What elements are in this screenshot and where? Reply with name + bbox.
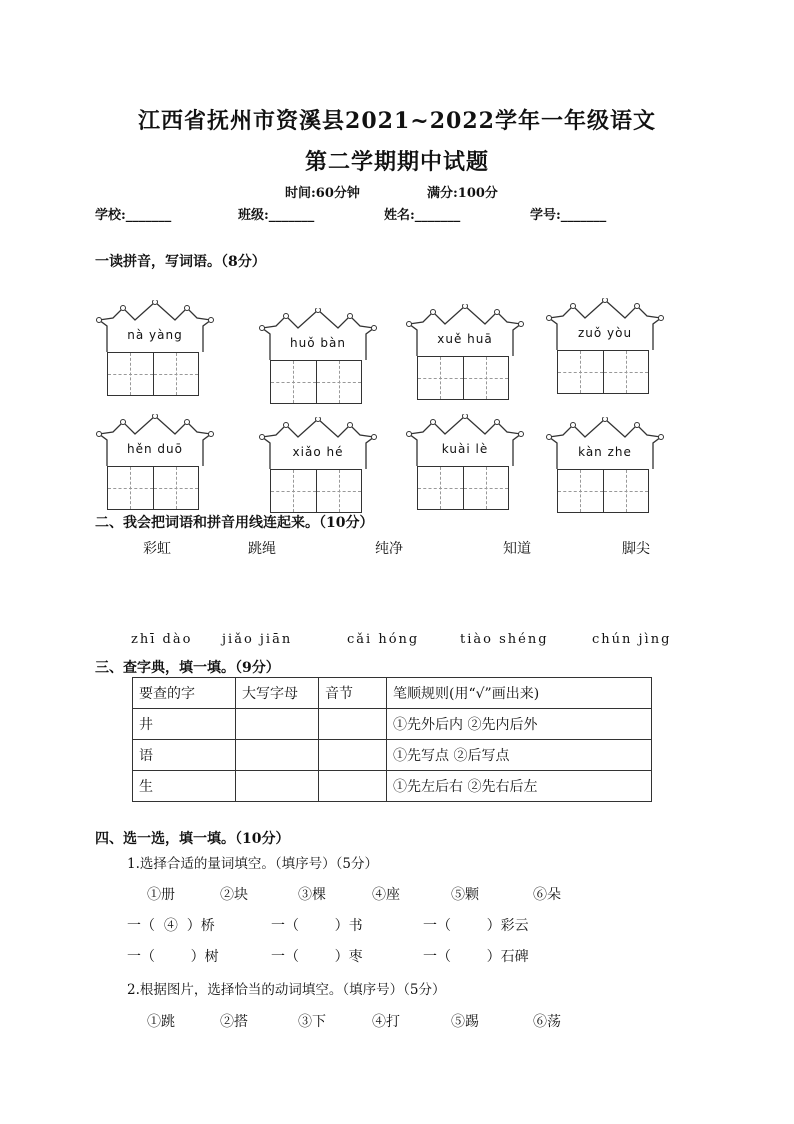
- option: ⑥朵: [533, 887, 561, 903]
- grid-cell[interactable]: [108, 467, 153, 509]
- pinyin-crown: [95, 300, 215, 404]
- fill-blank[interactable]: 一（ ）书: [271, 918, 363, 934]
- writing-grid[interactable]: [417, 356, 509, 400]
- table-cell-blank[interactable]: [236, 709, 319, 740]
- school-field[interactable]: 学校:_______: [95, 208, 172, 223]
- option: ②搭: [220, 1014, 248, 1030]
- grid-cell[interactable]: [463, 357, 509, 399]
- table-cell-rule[interactable]: ①先左后右 ②先右后左: [387, 771, 652, 802]
- pinyin-crown: [258, 417, 378, 521]
- match-pinyin[interactable]: tiào shéng: [460, 632, 549, 647]
- grid-cell[interactable]: [316, 361, 362, 403]
- grid-cell[interactable]: [271, 470, 316, 512]
- grid-cell[interactable]: [558, 351, 603, 393]
- fill-blank[interactable]: 一（ ）彩云: [423, 918, 529, 934]
- table-cell-char: 生: [133, 771, 236, 802]
- grid-cell[interactable]: [153, 467, 199, 509]
- pinyin-crown: [95, 414, 215, 518]
- table-header: 大写字母: [236, 678, 319, 709]
- section2-heading: 二、我会把词语和拼音用线连起来。（10分）: [95, 515, 374, 531]
- option: ③棵: [298, 887, 326, 903]
- crown-pinyin: xuě huā: [437, 332, 493, 346]
- grid-cell[interactable]: [463, 467, 509, 509]
- fill-blank[interactable]: 一（ ④ ）桥: [127, 918, 215, 934]
- option: ③下: [298, 1014, 326, 1030]
- question-2: 2.根据图片，选择恰当的动词填空。（填序号）（5分）: [127, 982, 446, 998]
- crown-pinyin: kuài lè: [441, 442, 489, 456]
- option: ⑤颗: [451, 887, 479, 903]
- question-1: 1.选择合适的量词填空。（填序号）（5分）: [127, 856, 378, 872]
- match-pinyin[interactable]: zhī dào: [131, 632, 193, 647]
- option: ①跳: [147, 1014, 175, 1030]
- grid-cell[interactable]: [603, 351, 649, 393]
- grid-cell[interactable]: [271, 361, 316, 403]
- match-pinyin[interactable]: cǎi hóng: [347, 632, 420, 647]
- student-number-field[interactable]: 学号:_______: [530, 208, 607, 223]
- match-word[interactable]: 知道: [503, 541, 531, 557]
- table-cell-blank[interactable]: [319, 709, 387, 740]
- writing-grid[interactable]: [270, 469, 362, 513]
- grid-cell[interactable]: [418, 467, 463, 509]
- writing-grid[interactable]: [270, 360, 362, 404]
- writing-grid[interactable]: [417, 466, 509, 510]
- option: ④座: [372, 887, 400, 903]
- table-cell-blank[interactable]: [236, 771, 319, 802]
- fill-blank[interactable]: 一（ ）石碑: [423, 949, 529, 965]
- pinyin-crown: [405, 414, 525, 518]
- fill-blank[interactable]: 一（ ）枣: [271, 949, 363, 965]
- table-cell-rule[interactable]: ①先外后内 ②先内后外: [387, 709, 652, 740]
- match-word[interactable]: 纯净: [375, 541, 403, 557]
- table-row: [133, 709, 652, 740]
- table-header-row: [133, 678, 652, 709]
- crown-pinyin: hěn duō: [127, 442, 183, 456]
- option: ⑤踢: [451, 1014, 479, 1030]
- pinyin-crown: [545, 298, 665, 402]
- fill-blank[interactable]: 一（ ）树: [127, 949, 219, 965]
- table-header: 音节: [319, 678, 387, 709]
- writing-grid[interactable]: [557, 350, 649, 394]
- crown-pinyin: zuǒ yòu: [577, 326, 633, 340]
- crown-pinyin: xiǎo hé: [292, 445, 344, 459]
- table-cell-rule[interactable]: ①先写点 ②后写点: [387, 740, 652, 771]
- table-cell-char: 语: [133, 740, 236, 771]
- pinyin-crown: [545, 417, 665, 521]
- grid-cell[interactable]: [108, 353, 153, 395]
- table-cell-blank[interactable]: [319, 740, 387, 771]
- pinyin-crown: [405, 304, 525, 408]
- grid-cell[interactable]: [418, 357, 463, 399]
- section4-heading: 四、选一选，填一填。（10分）: [95, 831, 290, 847]
- match-word[interactable]: 彩虹: [143, 541, 171, 557]
- section1-heading: 一读拼音，写词语。（8分）: [95, 254, 266, 270]
- writing-grid[interactable]: [107, 352, 199, 396]
- exam-title-line2: 第二学期期中试题: [304, 149, 489, 175]
- grid-cell[interactable]: [558, 470, 603, 512]
- exam-time: 时间:60分钟: [285, 186, 360, 201]
- table-row: [133, 771, 652, 802]
- writing-grid[interactable]: [107, 466, 199, 510]
- grid-cell[interactable]: [153, 353, 199, 395]
- match-word[interactable]: 跳绳: [248, 541, 276, 557]
- class-field[interactable]: 班级:_______: [238, 208, 315, 223]
- match-pinyin[interactable]: jiǎo jiān: [222, 632, 293, 647]
- option: ①册: [147, 887, 175, 903]
- table-cell-blank[interactable]: [319, 771, 387, 802]
- crown-pinyin: nà yàng: [127, 328, 183, 342]
- section3-heading: 三、查字典，填一填。（9分）: [95, 660, 280, 676]
- writing-grid[interactable]: [557, 469, 649, 513]
- option: ②块: [220, 887, 248, 903]
- match-word[interactable]: 脚尖: [622, 541, 650, 557]
- dictionary-table: [132, 677, 652, 802]
- table-cell-blank[interactable]: [236, 740, 319, 771]
- option: ④打: [372, 1014, 400, 1030]
- name-field[interactable]: 姓名:_______: [384, 208, 461, 223]
- crown-pinyin: huǒ bàn: [290, 336, 346, 350]
- table-header: 要查的字: [133, 678, 236, 709]
- crown-pinyin: kàn zhe: [578, 445, 632, 459]
- grid-cell[interactable]: [603, 470, 649, 512]
- table-cell-char: 井: [133, 709, 236, 740]
- exam-score: 满分:100分: [427, 186, 498, 201]
- table-row: [133, 740, 652, 771]
- exam-title-line1: 江西省抚州市资溪县2021~2022学年一年级语文: [138, 108, 656, 134]
- option: ⑥荡: [533, 1014, 561, 1030]
- table-header: 笔顺规则(用“√”画出来): [387, 678, 652, 709]
- match-pinyin[interactable]: chún jìng: [592, 632, 672, 647]
- pinyin-crown: [258, 308, 378, 412]
- grid-cell[interactable]: [316, 470, 362, 512]
